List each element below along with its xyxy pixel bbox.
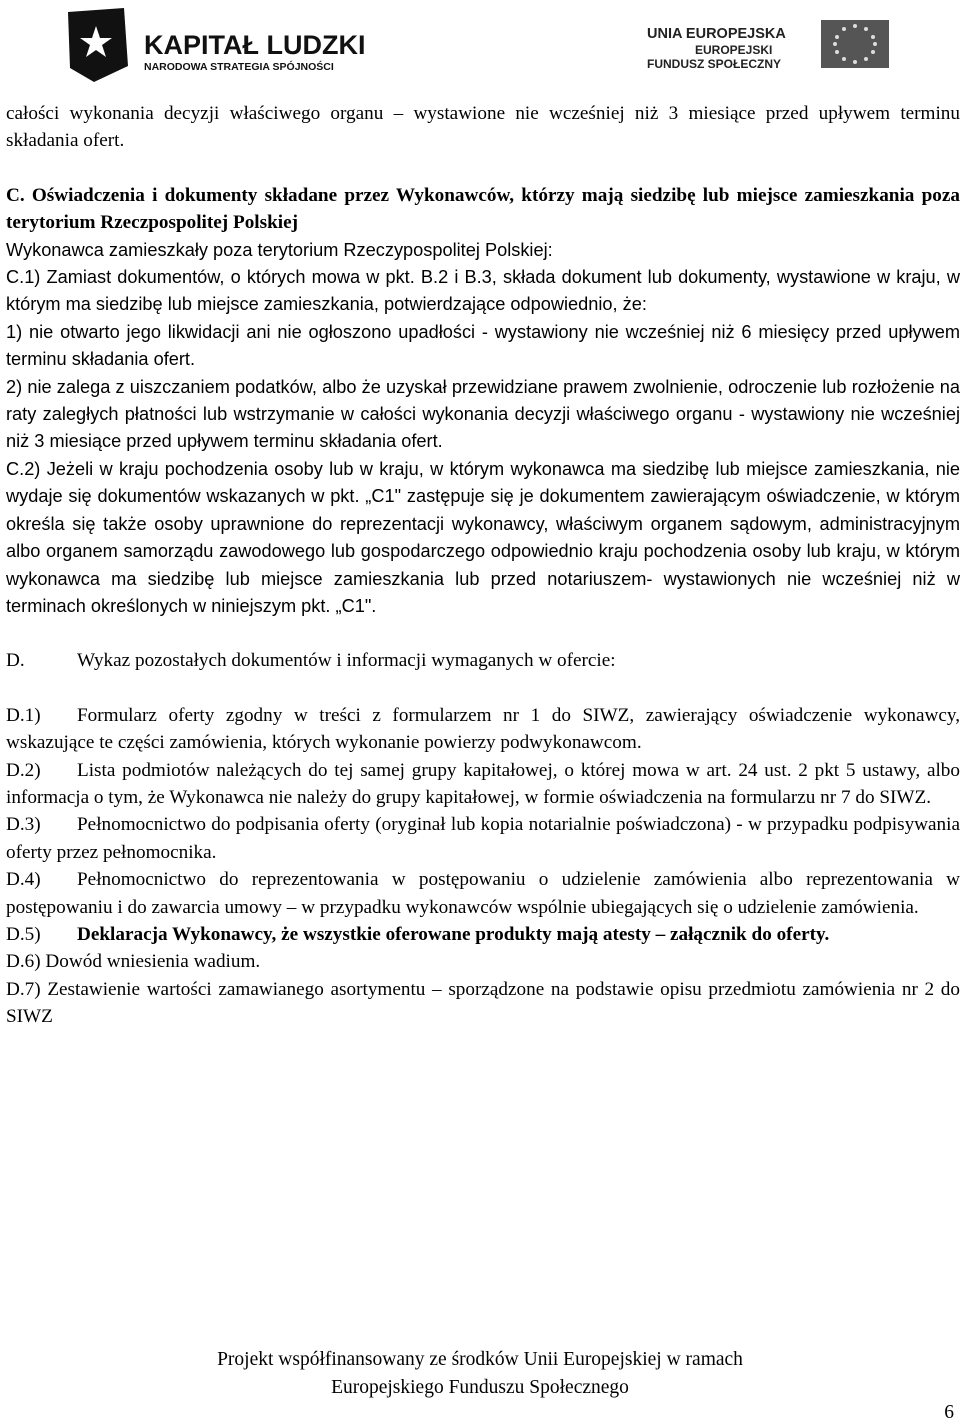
eu-logo-line2: EUROPEJSKI: [695, 43, 773, 57]
page-number: 6: [944, 1402, 954, 1423]
section-c-subheading: Wykonawca zamieszkały poza terytorium Rzeczypospolitej Polskiej:: [6, 239, 553, 260]
footer-line-1: Projekt współfinansowany ze środków Unii Europejskiej w ramach: [217, 1349, 743, 1370]
kapital-ludzki-logo: [66, 6, 366, 84]
item-d1: [6, 702, 960, 757]
item-d2-label: D.2): [6, 759, 41, 781]
eu-logo-line3: FUNDUSZ SPOŁECZNY: [647, 57, 782, 71]
item-c1-text: 1) Zamiast dokumentów, o których mowa w pkt. B.2 i B.3, składa dokument lub dokumenty, wystawione w kraju, w którym ma siedzibę lub miejsce zamieszkania, potwierdzające odpowiednio, że:: [6, 267, 960, 315]
item-d3-text: Pełnomocnictwo do podpisania oferty (oryginał lub kopia notarialnie poświadczona) - w przypadku podpisywania oferty przez pełnomocnika.: [6, 814, 960, 863]
kapital-ludzki-subtitle: NARODOWA STRATEGIA SPÓJNOŚCI: [144, 61, 334, 73]
item-c1-prefix: C.: [6, 267, 25, 288]
section-d-heading: [6, 647, 960, 674]
item-d1-text: Formularz oferty zgodny w treści z formularzem nr 1 do SIWZ, zawierający oświadczenie wykonawcy, wskazujące te części zamówienia, których wykonanie powierzy podwykonawcom.: [6, 704, 960, 754]
item-c2: C.2) Jeżeli w kraju pochodzenia osoby lub w kraju, w którym wykonawca ma siedzibę lub miejsce zamieszkania, nie wydaje się dokumentów wskazanych w pkt. „C1" zastępuje się je dokumentem zawierającym oświadczenie, w którym określa się także osoby uprawnione do reprezentacji wykonawcy, właściwym organem sądowym, administracyjnym albo organem samorządu zawodowego lub gospodarczego odpowiednio kraju pochodzenia osoby lub kraju, w którym wykonawca ma siedzibę lub miejsce zamieszkania lub przed notariuszem- wystawionych nie wcześniej niż w terminach określonych w niniejszym pkt. „C1".: [6, 458, 960, 616]
section-d-title: Wykaz pozostałych dokumentów i informacji wymaganych w ofercie:: [77, 650, 616, 672]
section-d-label: D.: [6, 650, 25, 672]
item-d5: [6, 921, 960, 948]
item-d2-text: Lista podmiotów należących do tej samej grupy kapitałowej, o której mowa w art. 24 ust. 2 pkt 5 ustawy, albo informacja o tym, że Wykonawca nie należy do grupy kapitałowej, w formie oświadczenia na formularzu nr 7 do SIWZ.: [6, 759, 960, 808]
item-d7: D.7) Zestawienie wartości zamawianego asortymentu – sporządzone na podstawie opisu przedmiotu zamówienia nr 2 do SIWZ: [6, 978, 960, 1028]
item-d1-label: D.1): [6, 704, 41, 726]
item-d3: [6, 811, 960, 866]
footer-line-2: Europejskiego Funduszu Społecznego: [331, 1377, 629, 1398]
item-d6: D.6) Dowód wniesienia wadium.: [6, 951, 261, 973]
item-d3-label: D.3): [6, 814, 41, 836]
section-c-heading: C. Oświadczenia i dokumenty składane przez Wykonawców, którzy mają siedzibę lub miejsce zamieszkania poza terytorium Rzeczpospolitej Polskiej: [6, 184, 960, 234]
document-body: [6, 100, 960, 1031]
item-d4-text: Pełnomocnictwo do reprezentowania w postępowaniu o udzielenie zamówienia albo reprezentowania w postępowaniu i do zawarcia umowy – w przypadku wykonawców wspólnie ubiegających się o udzielenie zamówienia.: [6, 869, 960, 918]
paragraph-continuation: całości wykonania decyzji właściwego organu – wystawione nie wcześniej niż 3 miesiące przed upływem terminu składania ofert.: [6, 103, 960, 152]
page-header: [0, 0, 960, 92]
item-d2: [6, 757, 960, 812]
kapital-ludzki-title: KAPITAŁ LUDZKI: [144, 30, 366, 60]
item-c1: [6, 264, 960, 319]
item-d5-label: D.5): [6, 923, 41, 945]
eu-logo-line1: UNIA EUROPEJSKA: [647, 26, 786, 42]
item-d4-label: D.4): [6, 869, 41, 891]
item-d4: [6, 866, 960, 921]
item-c1-2: 2) nie zalega z uiszczaniem podatków, albo że uzyskał przewidziane prawem zwolnienie, odroczenie lub rozłożenie na raty zaległych płatności lub wstrzymanie w całości wykonania decyzji właściwego organu - wystawiony nie wcześniej niż 3 miesiące przed upływem terminu składania ofert.: [6, 376, 960, 452]
item-d5-text: Deklaracja Wykonawcy, że wszystkie oferowane produkty mają atesty – załącznik do oferty.: [77, 923, 830, 945]
eu-efs-logo: [645, 6, 945, 84]
item-c1-1: 1) nie otwarto jego likwidacji ani nie ogłoszono upadłości - wystawiony nie wcześniej niż 6 miesięcy przed upływem terminu składania ofert.: [6, 321, 960, 370]
page-footer: [0, 1346, 960, 1402]
